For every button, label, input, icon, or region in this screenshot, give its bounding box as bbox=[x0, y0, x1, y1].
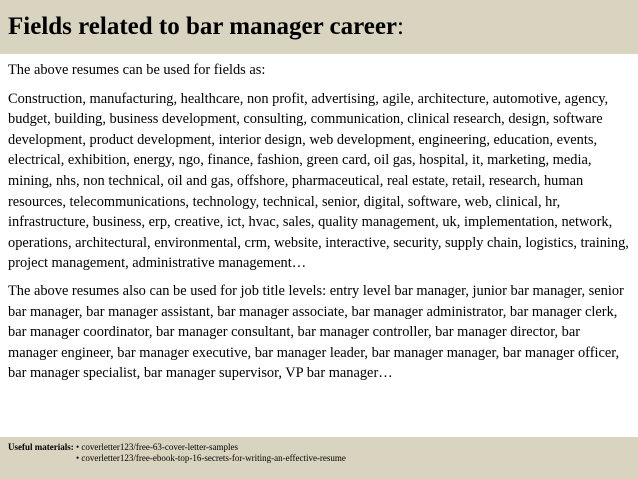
main-content bbox=[8, 60, 632, 391]
job-levels-paragraph: The above resumes also can be used for job title levels: entry level bar manager, junior bar manager, senior bar manager, bar manager assistant, bar manager associate, bar manager administrator, bar manager clerk, bar manager coordinator, bar manager consultant, bar manager controller, bar manager director, bar manager engineer, bar manager executive, bar manager leader, bar manager manager, bar manager officer, bar manager specialist, bar manager supervisor, VP bar manager… bbox=[8, 282, 624, 382]
footer-link[interactable]: • coverletter123/free-63-cover-letter-samples bbox=[75, 442, 238, 452]
intro-paragraph: The above resumes can be used for fields as: bbox=[8, 62, 266, 78]
footer-row-1 bbox=[8, 442, 638, 453]
title-bar bbox=[0, 0, 638, 54]
page-title-colon: : bbox=[397, 13, 404, 40]
footer bbox=[0, 437, 638, 479]
fields-paragraph: Construction, manufacturing, healthcare, non profit, advertising, agile, architecture, automotive, agency, budget, building, business development, consulting, communication, clinical research, design, software development, product development, interior design, web development, engineering, education, events, electrical, exhibition, energy, ngo, finance, fashion, green card, oil gas, hospital, it, marketing, media, mining, nhs, non technical, oil and gas, offshore, pharmaceutical, real estate, retail, research, human resources, telecommunications, technology, technical, senior, digital, software, web, clinical, hr, infrastructure, business, erp, creative, ict, hvac, sales, quality management, uk, implementation, network, operations, architectural, environmental, crm, website, interactive, security, supply chain, logistics, training, project management, administrative management… bbox=[8, 90, 629, 272]
page-title-text: Fields related to bar manager career bbox=[8, 13, 398, 40]
footer-row-2 bbox=[8, 453, 638, 464]
useful-materials-label: Useful materials: bbox=[8, 442, 74, 452]
footer-link[interactable]: • coverletter123/free-ebook-top-16-secrets-for-writing-an-effective-resume bbox=[76, 453, 346, 463]
page-title bbox=[8, 12, 638, 42]
